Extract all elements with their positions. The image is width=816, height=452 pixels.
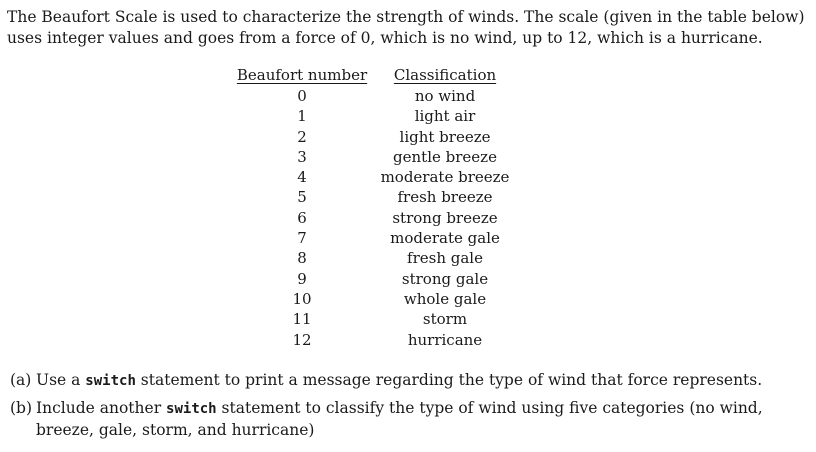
table-row [232,167,518,187]
intro-line-1: The Beaufort Scale is used to characterize the strength of winds. The scale (given in the table below) [7,8,805,26]
question-a-text: Use a switch statement to print a message regarding the type of wind that force represents. [36,371,763,389]
classification-cell: fresh breeze [397,188,493,207]
table-row [232,269,518,289]
table-header-row [232,64,518,86]
beaufort-number-cell: 6 [297,208,307,227]
classification-cell: hurricane [407,330,483,349]
table-row [232,248,518,268]
classification-cell: fresh gale [407,249,483,268]
table-row [232,106,518,126]
classification-cell: moderate breeze [380,168,510,187]
intro-paragraph [7,7,807,49]
table-row [232,309,518,329]
classification-cell: no wind [414,87,476,105]
question-b-label: (b) [10,399,33,417]
question-b [10,398,805,441]
classification-cell: storm [422,310,468,329]
classification-cell: light breeze [399,127,491,146]
table-row [232,187,518,207]
classification-cell: strong breeze [392,208,498,227]
table-row [232,330,518,350]
beaufort-number-cell: 4 [297,168,307,187]
code-switch: switch [85,373,136,389]
beaufort-number-cell: 7 [297,229,307,248]
beaufort-number-cell: 9 [297,269,307,288]
beaufort-number-cell: 12 [292,330,312,349]
beaufort-number-cell: 5 [297,188,307,207]
table-row [232,289,518,309]
table-row [232,147,518,167]
classification-cell: moderate gale [390,229,500,248]
questions-list [10,370,805,447]
beaufort-number-cell: 8 [297,249,307,268]
question-a [10,370,805,392]
beaufort-number-cell: 10 [292,289,312,308]
beaufort-number-cell: 0 [297,87,307,105]
intro-line-2: uses integer values and goes from a force of 0, which is no wind, up to 12, which is a hurricane. [7,29,763,47]
header-classification: Classification [393,66,497,84]
table-row [232,228,518,248]
classification-cell: strong gale [401,269,489,288]
question-a-label: (a) [10,371,32,389]
beaufort-number-cell: 2 [297,127,307,146]
table-row [232,208,518,228]
beaufort-table [232,64,518,350]
beaufort-number-cell: 3 [297,147,307,166]
classification-cell: whole gale [403,289,487,308]
classification-cell: light air [414,107,476,126]
table-row [232,86,518,106]
header-beaufort-number: Beaufort number [236,66,368,84]
question-b-text: Include another switch statement to classify the type of wind using five categories (no wind, breeze, gale, storm, and hurricane) [36,399,763,439]
table-row [232,127,518,147]
code-switch: switch [166,401,217,417]
classification-cell: gentle breeze [393,147,497,166]
beaufort-number-cell: 1 [297,107,307,126]
beaufort-number-cell: 11 [292,310,312,329]
